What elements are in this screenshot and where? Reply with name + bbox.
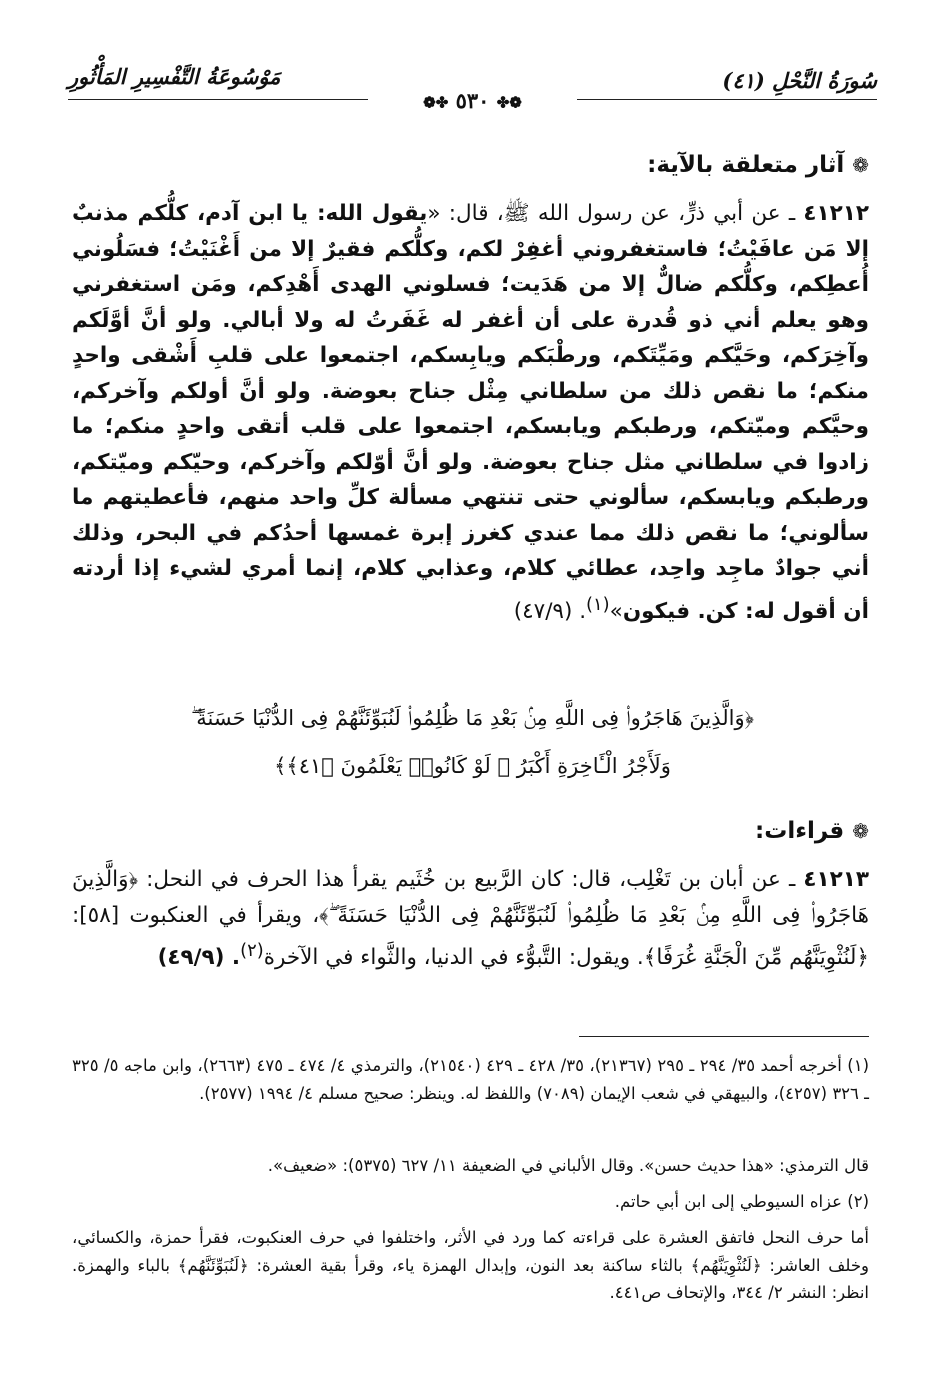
section-heading-text: آثار متعلقة بالآية: bbox=[647, 152, 845, 178]
hadith-paragraph bbox=[72, 862, 869, 976]
page-number-group bbox=[423, 88, 522, 113]
footnote-ref: (١) bbox=[586, 593, 610, 615]
footnote: أما حرف النحل فاتفق العشرة على قراءته كما ورد في الأثر، واختلفوا في حرف العنكبوت، فقرأ حمزة، والكسائي، وخلف العاشر: ﴿لَنُثْوِيَنَّهُم﴾ بالثاء ساكنة بعد النون، وإبدال الهمزة ياء، وقرأ بقية العشرة: ﴿لَنُبَوِّئَنَّهُم﴾ بالباء والهمزة. انظر: النشر ٢/ ٣٤٤، والإتحاف ص٤٤١. bbox=[72, 1228, 869, 1302]
hadith-paragraph bbox=[72, 196, 869, 629]
hadith-text: ـ عن أبان بن تَغْلِب، قال: كان الرَّبيع بن خُثَيم يقرأ هذا الحرف في النحل: ﴿وَالَّذِينَ هَاجَرُوا۟ فِى اللَّهِ مِنۢ بَعْدِ مَا ظُلِمُوا۟ لَنُبَوِّئَنَّهُمْ فِى الدُّنْيَا حَسَنَةً ۖ﴾، ويقرأ في العنكبوت [٥٨]: ﴿لَنُثْوِيَنَّهُم مِّنَ الْجَنَّةِ غُرَفًا﴾. ويقول: التَّبوُّء في الدنيا، والثَّواء في الآخرة bbox=[72, 867, 869, 971]
section-heading-athar bbox=[647, 152, 869, 178]
section-heading-qiraat bbox=[755, 818, 869, 844]
section-heading-text: قراءات: bbox=[755, 818, 845, 844]
ornament-icon: ❁✤ bbox=[496, 93, 522, 112]
verse-line: ﴿وَالَّذِينَ هَاجَرُوا۟ فِى اللَّهِ مِنۢ بَعْدِ مَا ظُلِمُوا۟ لَنُبَوِّئَنَّهُمْ فِى الدُّنْيَا حَسَنَةً ۖ bbox=[191, 706, 754, 730]
page-header bbox=[68, 62, 877, 113]
flower-icon: ❁ bbox=[852, 153, 869, 177]
hadith-intro: ـ عن أبي ذرٍّ، عن رسول الله ﷺ، قال: « bbox=[427, 201, 796, 226]
surah-title: سُورَةُ النَّحْلِ (٤١) bbox=[722, 68, 877, 93]
hadith-text: يقول الله: يا ابن آدم، كلُّكم مذنبٌ إلا مَن عافَيْتُ؛ فاستغفروني أغفِرْ لكم، وكلُّكم فقيرٌ إلا من أَغْنَيْتُ؛ فسَلُوني أُعطِكم، وكلُّكم ضالٌّ إلا من هَدَيت؛ فسلوني الهدى أَهْدِكم، ومَن استغفرني وهو يعلم أني ذو قُدرة على أن أغفر له غَفَرتُ له ولا أبالي. ولو أنَّ أوَّلَكم وآخِرَكم، وحَيَّكم ومَيِّتَكم، ورطْبَكم ويابِسكم، اجتمعوا على قلبِ أَشْقى واحدٍ منكم؛ ما نقص ذلك من سلطاني مِثْل جناح بعوضة. ولو أنَّ أولكم وآخركم، وحيَّكم وميّتكم، ورطبكم ويابسكم، اجتمعوا على قلب أتقى واحدٍ منكم؛ ما زادوا في سلطاني مثل جناح بعوضة. ولو أنَّ أوّلكم وآخركم، وحيّكم وميّتكم، ورطبكم ويابسكم، سألوني حتى تنتهي مسألة كلِّ واحد منهم، فأعطيتهم ما سألوني؛ ما نقص ذلك مما عندي كغرز إبرة غمسها أحدُكم في البحر، وذلك أني جوادٌ ماجِد واحِد، عطائي كلام، وعذابي كلام، إنما أمري لشيء إذا أردته أن أقول له: كن. فيكون bbox=[72, 201, 869, 624]
ornament-icon: ✤❁ bbox=[423, 93, 449, 112]
volume-ref: . (٤٧/٩) bbox=[513, 598, 587, 624]
book-title: مَوْسُوعَةُ التَّفْسِيرِ المَأْثُورِ bbox=[68, 64, 281, 89]
footnote: قال الترمذي: «هذا حديث حسن». وقال الألباني في الضعيفة ١١/ ٦٢٧ (٥٣٧٥): «ضعيف». bbox=[267, 1156, 869, 1175]
footnote-divider bbox=[579, 1036, 869, 1037]
hadith-number: ٤١٢١٢ bbox=[803, 201, 869, 226]
verse-line: وَلَأَجْرُ الْـَٔاخِرَةِ أَكْبَرُ ۚ لَوْ كَانُوا۟ يَعْلَمُونَ ﴿٤١﴾﴾ bbox=[274, 754, 671, 778]
hadith-number: ٤١٢١٣ bbox=[803, 867, 869, 892]
footnote: (١) أخرجه أحمد ٣٥/ ٢٩٤ ـ ٢٩٥ (٢١٣٦٧)، ٣٥/ ٤٢٨ ـ ٤٢٩ (٢١٥٤٠)، والترمذي ٤/ ٤٧٤ ـ ٤٧٥ (٢٦٦٣)، وابن ماجه ٥/ ٣٢٥ ـ ٣٢٦ (٤٢٥٧)، والبيهقي في شعب الإيمان (٧٠٨٩) واللفظ له. وينظر: صحيح مسلم ٤/ ١٩٩٤ (٢٥٧٧). bbox=[72, 1056, 870, 1103]
volume-ref: . (٤٩/٩) bbox=[157, 945, 241, 971]
footnote-ref: (٢) bbox=[240, 940, 264, 961]
header-rule-left bbox=[68, 99, 368, 100]
flower-icon: ❁ bbox=[852, 819, 869, 843]
footnote: (٢) عزاه السيوطي إلى ابن أبي حاتم. bbox=[614, 1192, 869, 1211]
header-rule-right bbox=[577, 99, 877, 100]
page-number: ٥٣٠ bbox=[455, 88, 490, 113]
quote-close: » bbox=[609, 598, 623, 624]
quran-verse bbox=[150, 694, 795, 790]
